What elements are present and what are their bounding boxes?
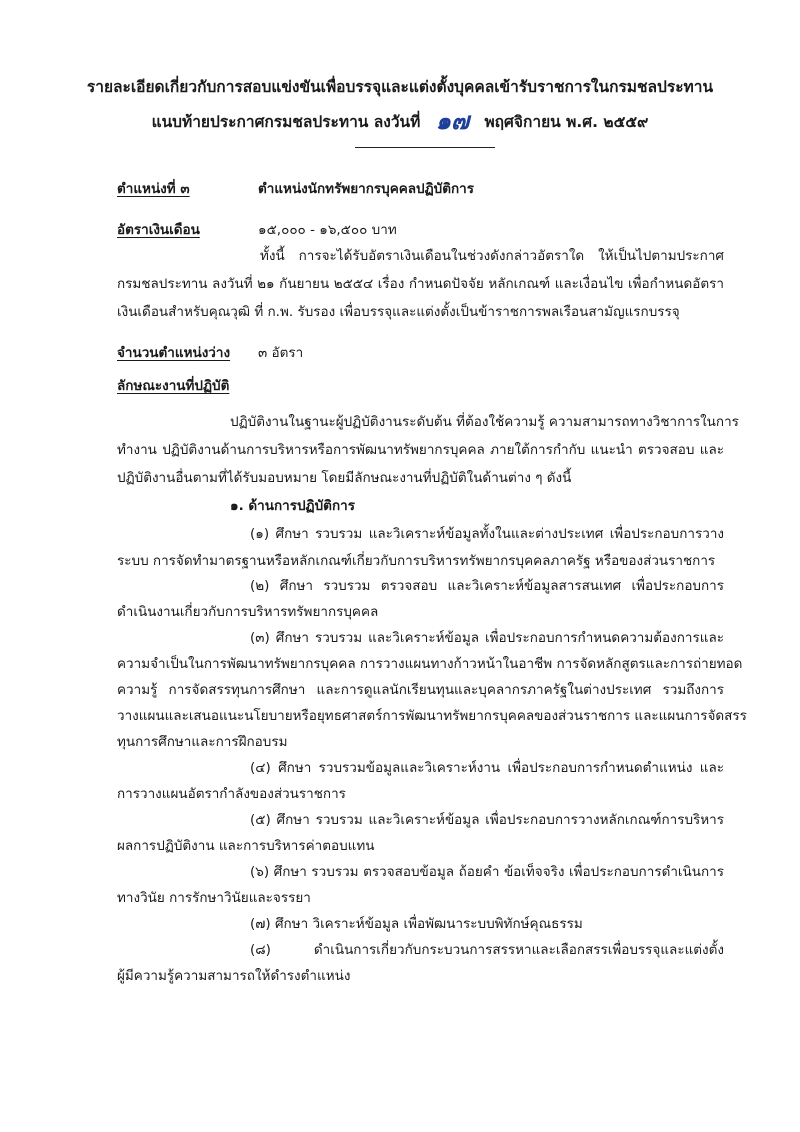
duty-item-line: ดำเนินงานเกี่ยวกับการบริหารทรัพยากรบุคคล <box>117 604 379 620</box>
salary-note-line: เงินเดือนสำหรับคุณวุฒิ ที่ ก.พ. รับรอง เพื่อบรรจุและแต่งตั้งเป็นข้าราชการพลเรือนสามัญแรกบรรจุ <box>117 304 680 320</box>
duty-item-line: ผู้มีความรู้ความสามารถให้ดำรงตำแหน่ง <box>117 968 351 984</box>
duty-item-line: ผลการปฏิบัติงาน และการบริหารค่าตอบแทน <box>117 838 375 854</box>
duty-item-line: (๖) ศึกษา รวบรวม ตรวจสอบข้อมูล ถ้อยคำ ข้อเท็จจริง เพื่อประกอบการดำเนินการ <box>250 864 724 880</box>
duty-item-line: (๑) ศึกษา รวบรวม และวิเคราะห์ข้อมูลทั้งในและต่างประเทศ เพื่อประกอบการวาง <box>250 526 724 542</box>
salary-value: ๑๕,๐๐๐ - ๑๖,๕๐๐ บาท <box>258 222 397 238</box>
document-subtitle <box>0 101 800 140</box>
title-divider <box>355 147 495 148</box>
document-title <box>0 74 800 99</box>
duty-item-line: ทางวินัย การรักษาวินัยและจรรยา <box>117 890 311 906</box>
duty-item-line: (๒) ศึกษา รวบรวม ตรวจสอบ และวิเคราะห์ข้อมูลสารสนเทศ เพื่อประกอบการ <box>250 578 724 594</box>
duty-item-line: (๘) ดำเนินการเกี่ยวกับกระบวนการสรรหาและเลือกสรรเพื่อบรรจุและแต่งตั้ง <box>250 942 724 958</box>
vacancies-value: ๓ อัตรา <box>258 345 304 361</box>
duty-item-line: ความจำเป็นในการพัฒนาทรัพยากรบุคคล การวางแผนทางก้าวหน้าในอาชีพ การจัดหลักสูตรและการถ่ายทอด <box>117 656 743 672</box>
salary-label: อัตราเงินเดือน <box>117 222 200 238</box>
duty-item-line: ทุนการศึกษาและการฝึกอบรม <box>117 734 288 750</box>
duty-item-line: (๔) ศึกษา รวบรวมข้อมูลและวิเคราะห์งาน เพื่อประกอบการกำหนดตำแหน่ง และ <box>250 760 724 776</box>
title-line-2-suffix: พฤศจิกายน พ.ศ. ๒๕๕๙ <box>484 113 649 131</box>
position-value: ตำแหน่งนักทรัพยากรบุคคลปฏิบัติการ <box>258 181 475 197</box>
salary-note-line: ทั้งนี้ การจะได้รับอัตราเงินเดือนในช่วงดังกล่าวอัตราใด ให้เป็นไปตามประกาศ <box>260 248 724 264</box>
duties-intro-line: ทำงาน ปฏิบัติงานด้านการบริหารหรือการพัฒนาทรัพยากรบุคคล ภายใต้การกำกับ แนะนำ ตรวจสอบ และ <box>117 442 724 458</box>
duties-label: ลักษณะงานที่ปฏิบัติ <box>117 378 230 394</box>
title-line-2-prefix: แนบท้ายประกาศกรมชลประทาน ลงวันที่ <box>151 113 421 131</box>
duties-intro-line: ปฏิบัติงานในฐานะผู้ปฏิบัติงานระดับต้น ที่ต้องใช้ความรู้ ความสามารถทางวิชาการในการ <box>230 414 739 430</box>
duties-intro-line: ปฏิบัติงานอื่นตามที่ได้รับมอบหมาย โดยมีลักษณะงานที่ปฏิบัติในด้านต่าง ๆ ดังนี้ <box>117 470 572 486</box>
duty-item-line: การวางแผนอัตรากำลังของส่วนราชการ <box>117 786 346 802</box>
salary-note-line: กรมชลประทาน ลงวันที่ ๒๑ กันยายน ๒๕๕๔ เรื่อง กำหนดปัจจัย หลักเกณฑ์ และเงื่อนไข เพื่อกำหนดอัตรา <box>117 276 724 292</box>
handwritten-day: ๑๗ <box>435 106 470 135</box>
vacancies-label: จำนวนตำแหน่งว่าง <box>117 345 231 361</box>
duty-item-line: (๓) ศึกษา รวบรวม และวิเคราะห์ข้อมูล เพื่อประกอบการกำหนดความต้องการและ <box>250 630 724 646</box>
duty-item-line: (๕) ศึกษา รวบรวม และวิเคราะห์ข้อมูล เพื่อประกอบการวางหลักเกณฑ์การบริหาร <box>250 812 724 828</box>
duty-item-line: (๗) ศึกษา วิเคราะห์ข้อมูล เพื่อพัฒนาระบบพิทักษ์คุณธรรม <box>250 916 583 932</box>
position-label: ตำแหน่งที่ ๓ <box>117 181 190 197</box>
duty-item-line: ความรู้ การจัดสรรทุนการศึกษา และการดูแลนักเรียนทุนและบุคลากรภาครัฐในต่างประเทศ รวมถึงการ <box>117 682 724 698</box>
title-line-1: รายละเอียดเกี่ยวกับการสอบแข่งขันเพื่อบรรจุและแต่งตั้งบุคคลเข้ารับราชการในกรมชลประทาน <box>86 78 714 96</box>
duty-item-line: วางแผนและเสนอแนะนโยบายหรือยุทธศาสตร์การพัฒนาทรัพยากรบุคคลของส่วนราชการ และแผนการจัดสรร <box>117 708 747 724</box>
duty-item-line: ระบบ การจัดทำมาตรฐานหรือหลักเกณฑ์เกี่ยวกับการบริหารทรัพยากรบุคคลภาครัฐ หรือของส่วนราชการ <box>117 553 716 569</box>
section-heading: ๑. ด้านการปฏิบัติการ <box>230 498 355 514</box>
